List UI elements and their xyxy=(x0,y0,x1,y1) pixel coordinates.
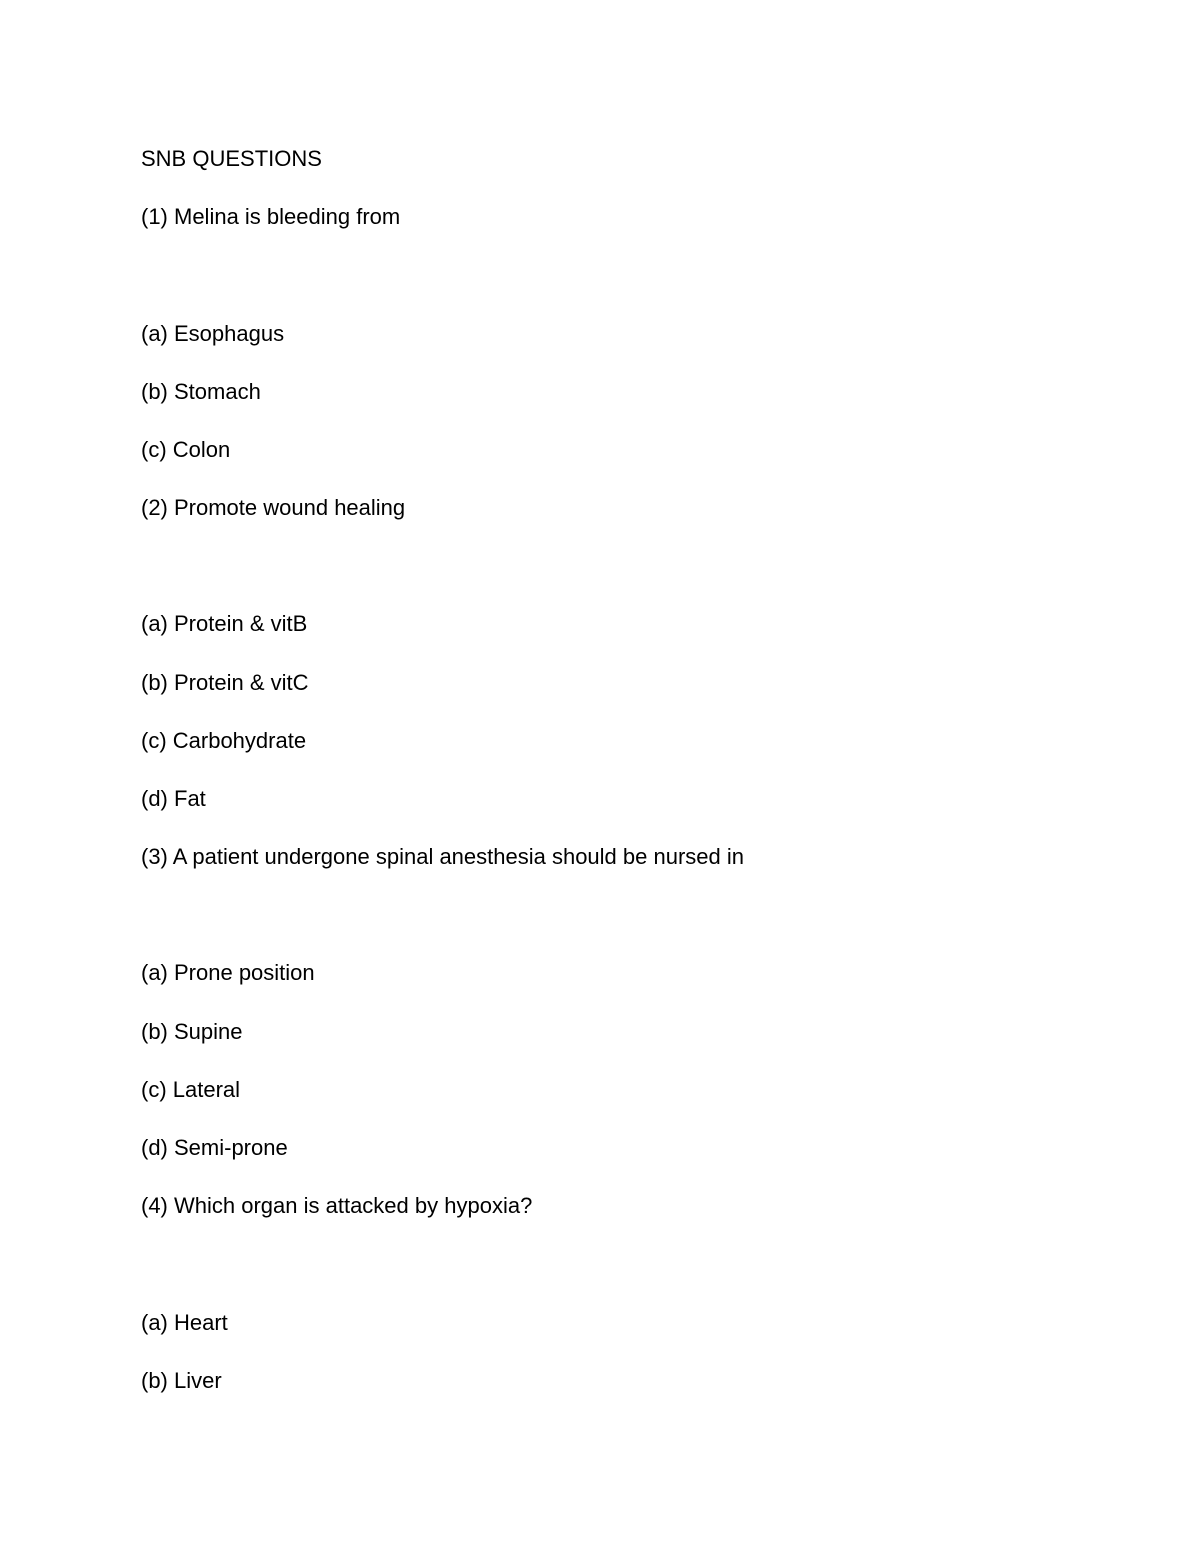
answer-option: (a) Esophagus xyxy=(141,321,285,346)
answer-option: (b) Protein & vitC xyxy=(141,670,309,695)
answer-option: (a) Protein & vitB xyxy=(141,611,308,636)
answer-option: (a) Heart xyxy=(141,1310,228,1335)
question-prompt: (2) Promote wound healing xyxy=(141,495,406,520)
answer-option: (d) Fat xyxy=(141,786,206,811)
answer-option: (b) Liver xyxy=(141,1368,222,1393)
question-prompt: (1) Melina is bleeding from xyxy=(141,204,401,229)
answer-option: (b) Supine xyxy=(141,1019,243,1044)
document-title: SNB QUESTIONS xyxy=(141,146,322,171)
question-prompt: (3) A patient undergone spinal anesthesia should be nursed in xyxy=(141,844,744,869)
answer-option: (d) Semi-prone xyxy=(141,1135,288,1160)
answer-option: (a) Prone position xyxy=(141,960,315,985)
question-prompt: (4) Which organ is attacked by hypoxia? xyxy=(141,1193,533,1218)
answer-option: (c) Carbohydrate xyxy=(141,728,307,753)
answer-option: (c) Colon xyxy=(141,437,231,462)
answer-option: (b) Stomach xyxy=(141,379,261,404)
answer-option: (c) Lateral xyxy=(141,1077,241,1102)
